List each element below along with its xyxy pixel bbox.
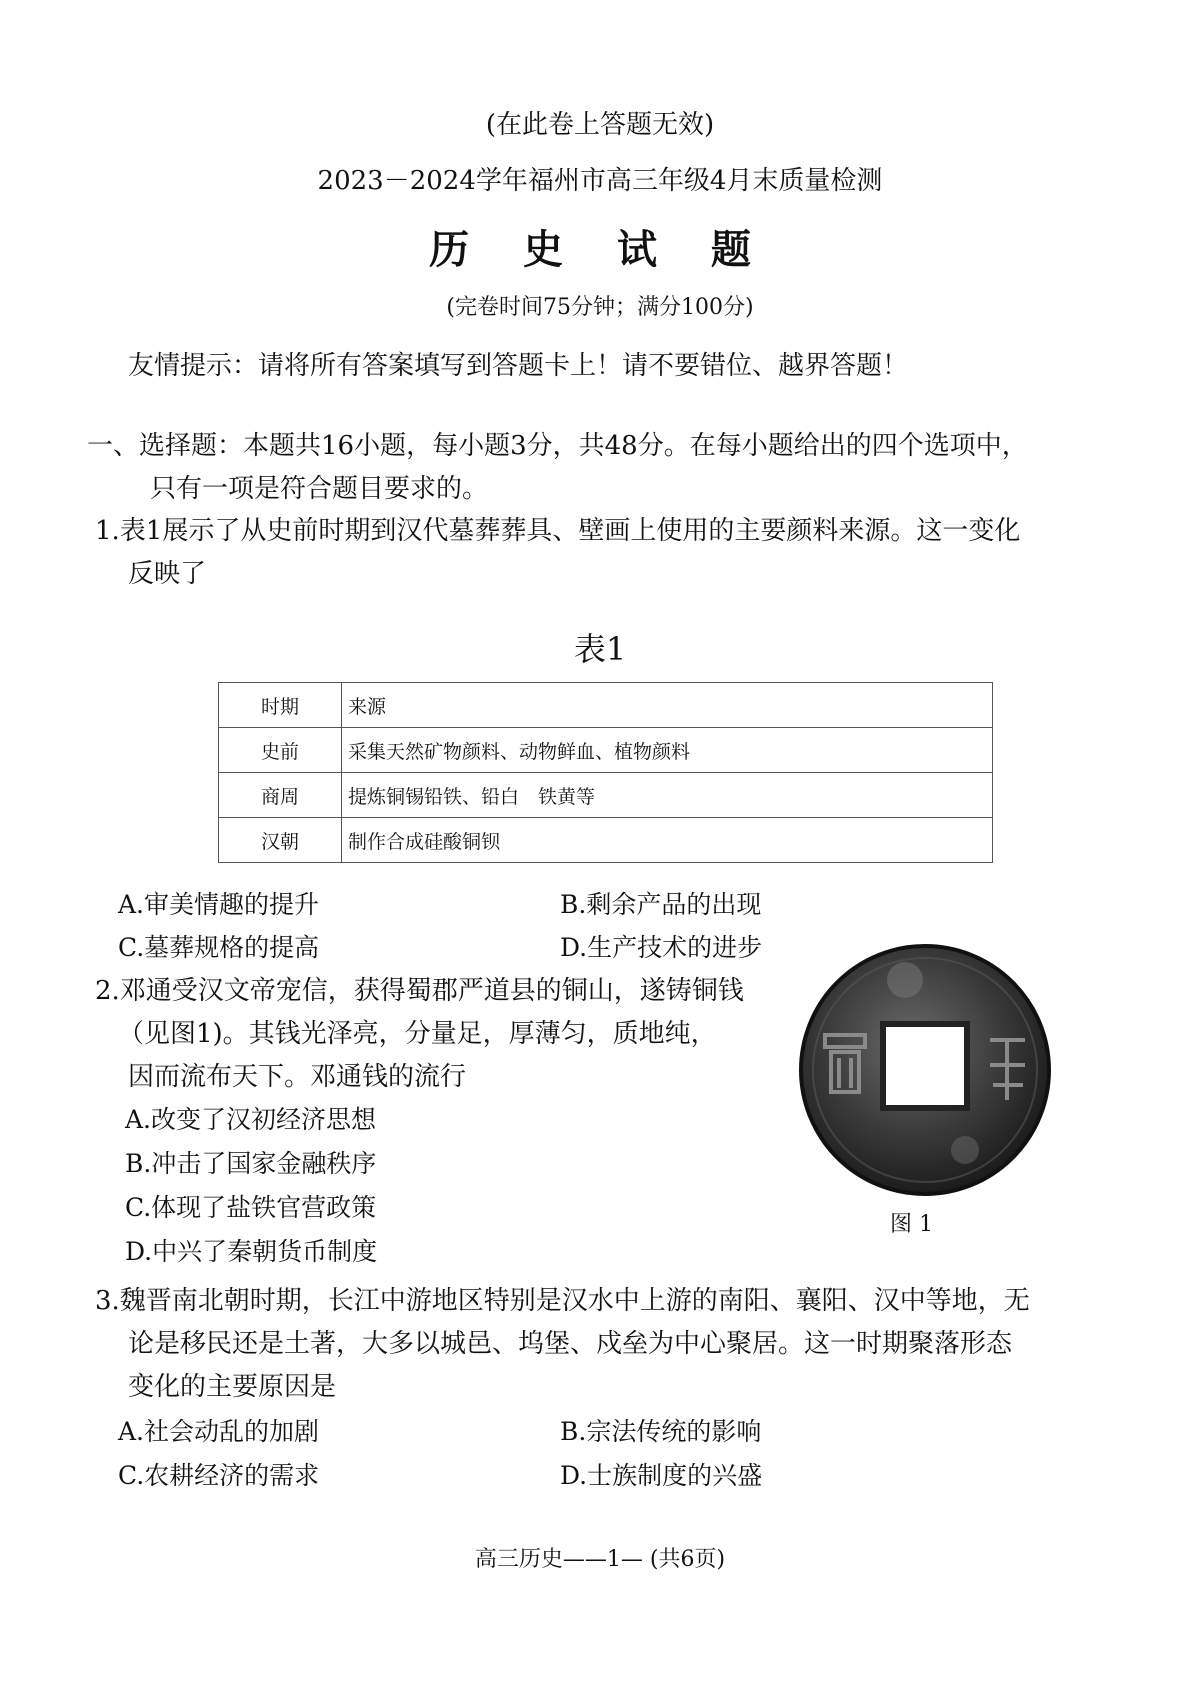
q2-option-d[interactable]: D.中兴了秦朝货币制度 (125, 1237, 378, 1266)
table-cell: 制作合成硅酸铜钡 (342, 818, 993, 863)
q1-stem-line1: 1.表1展示了从史前时期到汉代墓葬葬具、壁画上使用的主要颜料来源。这一变化 (95, 516, 1021, 546)
q3-stem-line1: 3.魏晋南北朝时期，长江中游地区特别是汉水中上游的南阳、襄阳、汉中等地，无 (95, 1286, 1030, 1316)
page-footer: 高三历史——1— (共6页) (474, 1547, 726, 1572)
q2-option-a[interactable]: A.改变了汉初经济思想 (125, 1105, 377, 1134)
invalid-answer-notice: (在此卷上答题无效) (485, 110, 715, 140)
table-cell: 汉朝 (219, 818, 342, 863)
table-cell: 来源 (342, 683, 993, 728)
table-row (219, 818, 993, 863)
table-row (219, 773, 993, 818)
q2-stem-line2: （见图1)。其钱光泽亮，分量足，厚薄匀，质地纯， (118, 1019, 717, 1049)
q2-stem-line3: 因而流布天下。邓通钱的流行 (128, 1062, 467, 1092)
q3-option-c[interactable]: C.农耕经济的需求 (118, 1461, 320, 1490)
page-title: 历 史 试 题 (429, 226, 771, 273)
q1-stem-line2: 反映了 (128, 559, 207, 589)
table-cell: 时期 (219, 683, 342, 728)
han-coin-image (795, 940, 1055, 1200)
table-cell: 商周 (219, 773, 342, 818)
q1-option-b[interactable]: B.剩余产品的出现 (560, 890, 762, 919)
exam-name: 2023－2024学年福州市高三年级4月末质量检测 (317, 166, 883, 196)
pigment-source-table (218, 682, 993, 863)
section-instruction-line2: 只有一项是符合题目要求的。 (150, 474, 489, 504)
table-caption: 表1 (573, 630, 627, 668)
q2-option-b[interactable]: B.冲击了国家金融秩序 (125, 1149, 377, 1178)
q1-option-a[interactable]: A.审美情趣的提升 (118, 890, 320, 919)
q3-stem-line2: 论是移民还是土著，大多以城邑、坞堡、戍垒为中心聚居。这一时期聚落形态 (128, 1329, 1013, 1359)
table-cell: 提炼铜锡铅铁、铅白 铁黄等 (342, 773, 993, 818)
table-cell: 采集天然矿物颜料、动物鲜血、植物颜料 (342, 728, 993, 773)
q3-option-d[interactable]: D.士族制度的兴盛 (560, 1461, 763, 1490)
section-instruction-line1: 一、选择题：本题共16小题，每小题3分，共48分。在每小题给出的四个选项中， (87, 431, 1028, 461)
q2-stem-line1: 2.邓通受汉文帝宠信，获得蜀郡严道县的铜山，遂铸铜钱 (95, 976, 744, 1006)
table-row (219, 728, 993, 773)
figure-caption: 图 1 (890, 1212, 933, 1237)
q3-stem-line3: 变化的主要原因是 (128, 1372, 337, 1402)
q3-option-a[interactable]: A.社会动乱的加剧 (118, 1417, 320, 1446)
table-cell: 史前 (219, 728, 342, 773)
exam-duration: (完卷时间75分钟；满分100分) (446, 295, 754, 320)
q1-option-d[interactable]: D.生产技术的进步 (560, 933, 763, 962)
table-row (219, 683, 993, 728)
q2-option-c[interactable]: C.体现了盐铁官营政策 (125, 1193, 377, 1222)
friendly-tip: 友情提示：请将所有答案填写到答题卡上！请不要错位、越界答题！ (128, 351, 909, 381)
q3-option-b[interactable]: B.宗法传统的影响 (560, 1417, 762, 1446)
q1-option-c[interactable]: C.墓葬规格的提高 (118, 933, 320, 962)
